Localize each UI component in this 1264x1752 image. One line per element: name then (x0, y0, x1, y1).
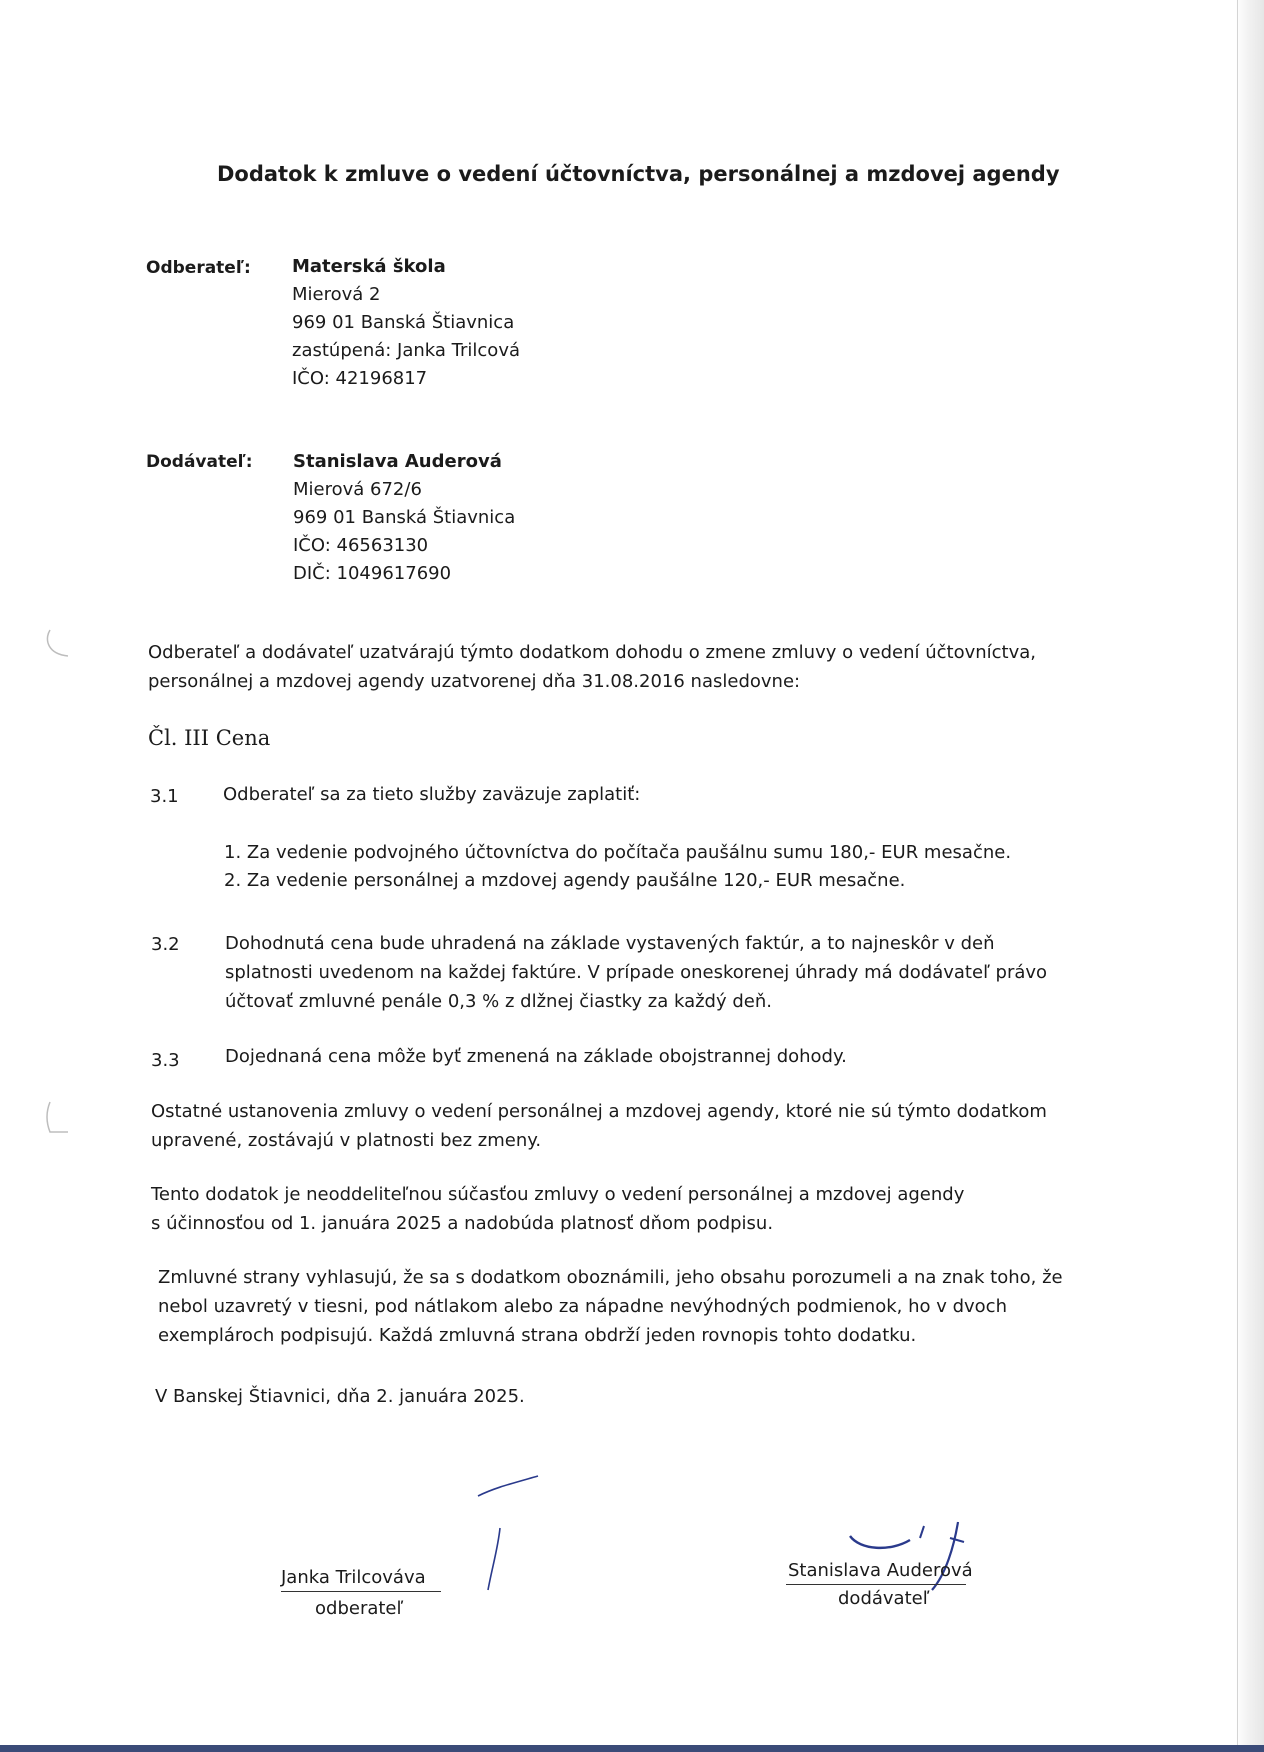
validity-line: Tento dodatok je neoddeliteľnou súčasťou zmluvy o vedení personálnej a mzdovej agendy (151, 1184, 965, 1205)
dodavatel-label: Dodávateľ: (146, 452, 253, 472)
clause-3-2-text (225, 929, 1047, 1016)
odberatel-represented: zastúpená: Janka Trilcová (292, 340, 520, 361)
document-title: Dodatok k zmluve o vedení účtovníctva, personálnej a mzdovej agendy (217, 162, 1060, 186)
odberatel-city: 969 01 Banská Štiavnica (292, 312, 515, 333)
clause-3-3-text: Dojednaná cena môže byť zmenená na základe obojstrannej dohody. (225, 1046, 847, 1067)
clause-number-3-2: 3.2 (151, 934, 180, 955)
clause-3-2-line: účtovať zmluvné penále 0,3 % z dlžnej čiastky za každý deň. (225, 991, 772, 1012)
clause-number-3-3: 3.3 (151, 1050, 180, 1071)
odberatel-name: Materská škola (292, 256, 446, 277)
dodavatel-signature-line (786, 1584, 966, 1585)
declaration-line: Zmluvné strany vyhlasujú, že sa s dodatkom oboznámili, jeho obsahu porozumeli a na znak toho, že (158, 1267, 1063, 1288)
odberatel-signature-scribble (470, 1468, 550, 1598)
dodavatel-signature-name: Stanislava Auderová (788, 1560, 973, 1581)
scan-edge-shadow (1236, 0, 1264, 1752)
declaration-line: exemplároch podpisujú. Každá zmluvná strana obdrží jeden rovnopis tohto dodatku. (158, 1325, 917, 1346)
dodavatel-ico: IČO: 46563130 (293, 535, 429, 556)
other-provisions-paragraph (151, 1097, 1047, 1155)
punch-hole-mark-bottom (40, 1098, 76, 1138)
other-provisions-line: upravené, zostávajú v platnosti bez zmeny. (151, 1130, 542, 1151)
scan-edge-line (1237, 0, 1238, 1752)
clause-3-2-line: Dohodnutá cena bude uhradená na základe vystavených faktúr, a to najneskôr v deň (225, 933, 995, 954)
intro-line: Odberateľ a dodávateľ uzatvárajú týmto dodatkom dohodu o zmene zmluvy o vedení účtovníctva, (148, 642, 1037, 663)
odberatel-label: Odberateľ: (146, 258, 251, 278)
odberatel-signature-name: Janka Trilcováva (281, 1567, 426, 1588)
dodavatel-block (293, 448, 515, 588)
odberatel-signature-line (281, 1591, 441, 1592)
odberatel-block (292, 253, 520, 393)
section-title: Čl. III Cena (148, 726, 271, 750)
intro-paragraph (148, 638, 1036, 696)
clause-3-2-line: splatnosti uvedenom na každej faktúre. V prípade oneskorenej úhrady má dodávateľ právo (225, 962, 1048, 983)
odberatel-street: Mierová 2 (292, 284, 381, 305)
price-item-payroll: 2. Za vedenie personálnej a mzdovej agendy paušálne 120,- EUR mesačne. (224, 870, 906, 891)
odberatel-ico: IČO: 42196817 (292, 368, 428, 389)
scan-bottom-band (0, 1745, 1264, 1752)
dodavatel-name: Stanislava Auderová (293, 451, 502, 472)
validity-line: s účinnosťou od 1. januára 2025 a nadobúda platnosť dňom podpisu. (151, 1213, 774, 1234)
punch-hole-mark-top (40, 626, 76, 662)
place-date: V Banskej Štiavnici, dňa 2. januára 2025. (155, 1386, 525, 1407)
clause-3-1-text: Odberateľ sa za tieto služby zaväzuje zaplatiť: (223, 784, 641, 805)
clause-number-3-1: 3.1 (150, 786, 179, 807)
declaration-paragraph (158, 1263, 1063, 1350)
dodavatel-dic: DIČ: 1049617690 (293, 563, 452, 584)
odberatel-role: odberateľ (315, 1598, 404, 1619)
validity-paragraph (151, 1180, 964, 1238)
dodavatel-role: dodávateľ (838, 1588, 930, 1609)
dodavatel-city: 969 01 Banská Štiavnica (293, 507, 516, 528)
dodavatel-street: Mierová 672/6 (293, 479, 422, 500)
intro-line: personálnej a mzdovej agendy uzatvorenej dňa 31.08.2016 nasledovne: (148, 671, 801, 692)
other-provisions-line: Ostatné ustanovenia zmluvy o vedení personálnej a mzdovej agendy, ktoré nie sú týmto dodatkom (151, 1101, 1047, 1122)
price-item-accounting: 1. Za vedenie podvojného účtovníctva do počítača paušálnu sumu 180,- EUR mesačne. (224, 842, 1012, 863)
declaration-line: nebol uzavretý v tiesni, pod nátlakom alebo za nápadne nevýhodných podmienok, ho v dvoch (158, 1296, 1007, 1317)
